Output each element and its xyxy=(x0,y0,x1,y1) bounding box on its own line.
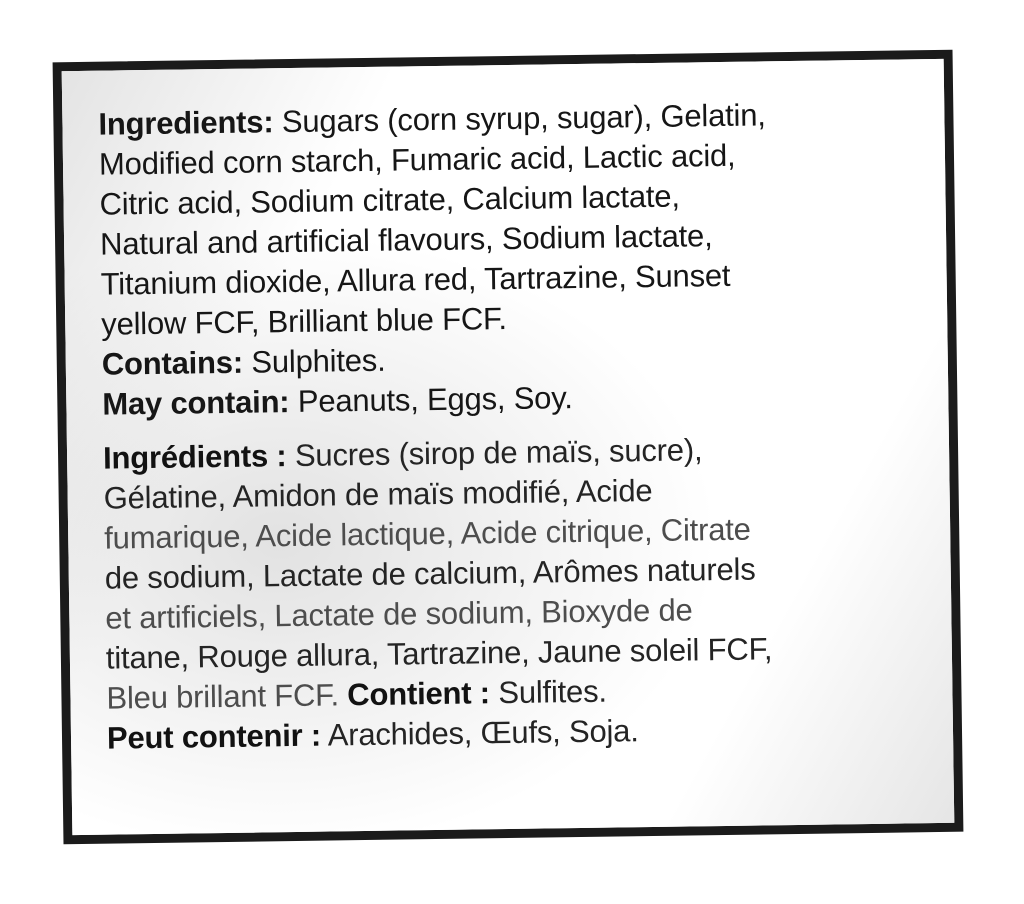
label-panel-border xyxy=(53,50,964,844)
english-ingredients-block xyxy=(98,93,926,424)
french-line-4: de sodium, Lactate de calcium, Arômes naturels xyxy=(104,551,756,596)
label-text-area xyxy=(98,93,932,816)
english-line-4: Natural and artificial flavours, Sodium lactate, xyxy=(99,218,713,262)
french-contient-text: Sulfites. xyxy=(489,673,608,711)
english-may-contain-heading: May contain: xyxy=(102,384,290,422)
label-panel-surface xyxy=(62,59,955,835)
french-contient-heading: Contient : xyxy=(347,675,491,713)
english-may-contain-text: Peanuts, Eggs, Soy. xyxy=(289,380,573,420)
english-line-2: Modified corn starch, Fumaric acid, Lactic acid, xyxy=(98,137,736,182)
english-line-3: Citric acid, Sodium citrate, Calcium lactate, xyxy=(99,178,680,222)
french-ingredients-block xyxy=(103,427,931,758)
english-ingredients-heading: Ingredients: xyxy=(98,104,274,142)
english-line-1-text: Sugars (corn syrup, sugar), Gelatin, xyxy=(273,97,766,140)
french-ingredients-heading: Ingrédients : xyxy=(102,438,287,476)
english-contains-heading: Contains: xyxy=(101,344,244,382)
english-line-6: yellow FCF, Brilliant blue FCF. xyxy=(101,301,507,342)
french-peut-contenir-heading: Peut contenir : xyxy=(106,717,322,756)
french-line-6: titane, Rouge allura, Tartrazine, Jaune soleil FCF, xyxy=(105,631,773,676)
english-line-5: Titanium dioxide, Allura red, Tartrazine, Sunset xyxy=(100,257,731,302)
french-line-7-text: Bleu brillant FCF. xyxy=(106,677,348,716)
french-line-5: et artificiels, Lactate de sodium, Bioxyde de xyxy=(105,592,693,636)
french-line-3: fumarique, Acide lactique, Acide citrique, Citrate xyxy=(103,511,751,556)
french-peut-contenir-text: Arachides, Œufs, Soja. xyxy=(320,713,639,753)
french-line-1-text: Sucres (sirop de maïs, sucre), xyxy=(286,432,703,474)
english-contains-text: Sulphites. xyxy=(242,342,386,380)
french-line-2: Gélatine, Amidon de maïs modifié, Acide xyxy=(103,472,653,516)
